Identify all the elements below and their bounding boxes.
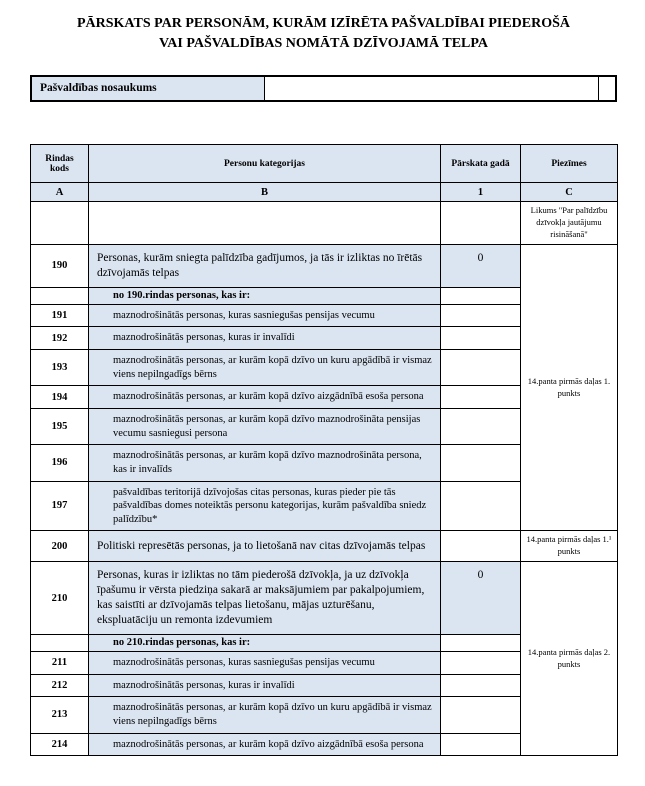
table-header-row: [31, 145, 618, 183]
row-value-cell[interactable]: [441, 408, 521, 444]
row-value-cell[interactable]: [441, 445, 521, 481]
report-table-body: [31, 202, 618, 756]
row-category: pašvaldības teritorijā dzīvojošas citas personas, kuras pieder pie tās pašvaldības domes noteiktās personu kategorijas, kurām pašvaldība sniedz palīdzību*: [89, 481, 441, 531]
row-code: 213: [31, 697, 89, 733]
row-category: maznodrošinātās personas, ar kurām kopā dzīvo aizgādnībā esoša persona: [89, 733, 441, 756]
municipality-field: [30, 75, 617, 102]
table-row-law: [31, 202, 618, 245]
row-code: [31, 287, 89, 304]
row-value-cell[interactable]: [441, 634, 521, 651]
page-title: [30, 14, 617, 53]
row-category: Personas, kurām sniegta palīdzība gadījumos, ja tās ir izliktas no īrētās dzīvojamās telpas: [89, 244, 441, 287]
report-table: [30, 144, 618, 756]
row-value-cell[interactable]: 0: [441, 244, 521, 287]
row-value-cell[interactable]: [441, 304, 521, 327]
row-code: 190: [31, 244, 89, 287]
row-value-cell[interactable]: [441, 202, 521, 245]
header-piezimes: Piezīmes: [521, 145, 618, 183]
row-code: 200: [31, 531, 89, 562]
row-code: 192: [31, 327, 89, 350]
row-note: 14.panta pirmās daļas 2. punkts: [521, 562, 618, 756]
row-value-cell[interactable]: [441, 287, 521, 304]
row-category: maznodrošinātās personas, kuras sasniegušas pensijas vecumu: [89, 304, 441, 327]
row-value-cell[interactable]: [441, 350, 521, 386]
row-code: [31, 634, 89, 651]
row-value-cell[interactable]: [441, 674, 521, 697]
row-category: [89, 202, 441, 245]
row-code: 197: [31, 481, 89, 531]
column-letter-c: C: [521, 183, 618, 202]
column-letter-a: A: [31, 183, 89, 202]
column-letter-b: B: [89, 183, 441, 202]
row-code: 214: [31, 733, 89, 756]
field-end-divider: [598, 77, 615, 100]
row-code: 210: [31, 562, 89, 635]
row-code: 193: [31, 350, 89, 386]
row-code: 195: [31, 408, 89, 444]
row-category: no 190.rindas personas, kas ir:: [89, 287, 441, 304]
row-value-cell[interactable]: 0: [441, 562, 521, 635]
row-note: 14.panta pirmās daļas 1.¹ punkts: [521, 531, 618, 562]
row-code: 194: [31, 386, 89, 409]
row-value-cell[interactable]: [441, 733, 521, 756]
row-category: no 210.rindas personas, kas ir:: [89, 634, 441, 651]
header-personu-kategorijas: Personu kategorijas: [89, 145, 441, 183]
row-category: maznodrošinātās personas, kuras ir invalīdi: [89, 674, 441, 697]
row-category: maznodrošinātās personas, kuras sasniegušas pensijas vecumu: [89, 651, 441, 674]
row-value-cell[interactable]: [441, 531, 521, 562]
row-code: [31, 202, 89, 245]
header-rindas-kods: Rindas kods: [31, 145, 89, 183]
table-column-letter-row: [31, 183, 618, 202]
row-category: maznodrošinātās personas, ar kurām kopā dzīvo maznodrošināta persona, kas ir invalīds: [89, 445, 441, 481]
table-row-210: [31, 562, 618, 635]
row-category: Personas, kuras ir izliktas no tām piederošā dzīvokļa, ja uz dzīvokļa īpašumu ir vērsta piedziņa sakarā ar maksājumiem par pakalpojumiem, kas saistīti ar dzīvojamās telpas lietošanu, mājas uzturēšanu, ekspluatāciju un remonta izdevumiem: [89, 562, 441, 635]
row-category: maznodrošinātās personas, kuras ir invalīdi: [89, 327, 441, 350]
row-code: 191: [31, 304, 89, 327]
municipality-input[interactable]: [265, 77, 598, 100]
municipality-label: Pašvaldības nosaukums: [32, 77, 265, 100]
table-row-200: [31, 531, 618, 562]
page-title-line2: VAI PAŠVALDĪBAS NOMĀTĀ DZĪVOJAMĀ TELPA: [158, 35, 489, 51]
row-value-cell[interactable]: [441, 697, 521, 733]
row-note: Likums "Par palīdzību dzīvokļa jautājumu risināšanā": [521, 202, 618, 245]
row-category: maznodrošinātās personas, ar kurām kopā dzīvo aizgādnībā esoša persona: [89, 386, 441, 409]
row-code: 211: [31, 651, 89, 674]
table-row-190: [31, 244, 618, 287]
row-category: Politiski represētās personas, ja to lietošanā nav citas dzīvojamās telpas: [89, 531, 441, 562]
row-category: maznodrošinātās personas, ar kurām kopā dzīvo maznodrošināta pensijas vecumu sasniegusi persona: [89, 408, 441, 444]
row-category: maznodrošinātās personas, ar kurām kopā dzīvo un kuru apgādībā ir vismaz viens nepilngadīgs bērns: [89, 350, 441, 386]
row-code: 196: [31, 445, 89, 481]
header-parskata-gada: Pārskata gadā: [441, 145, 521, 183]
page-title-line1: PĀRSKATS PAR PERSONĀM, KURĀM IZĪRĒTA PAŠVALDĪBAI PIEDEROŠĀ: [76, 16, 571, 31]
row-note: 14.panta pirmās daļas 1. punkts: [521, 244, 618, 531]
row-value-cell[interactable]: [441, 651, 521, 674]
row-code: 212: [31, 674, 89, 697]
column-number-1: 1: [441, 183, 521, 202]
row-value-cell[interactable]: [441, 481, 521, 531]
row-value-cell[interactable]: [441, 386, 521, 409]
row-value-cell[interactable]: [441, 327, 521, 350]
row-category: maznodrošinātās personas, ar kurām kopā dzīvo un kuru apgādībā ir vismaz viens nepilngadīgs bērns: [89, 697, 441, 733]
